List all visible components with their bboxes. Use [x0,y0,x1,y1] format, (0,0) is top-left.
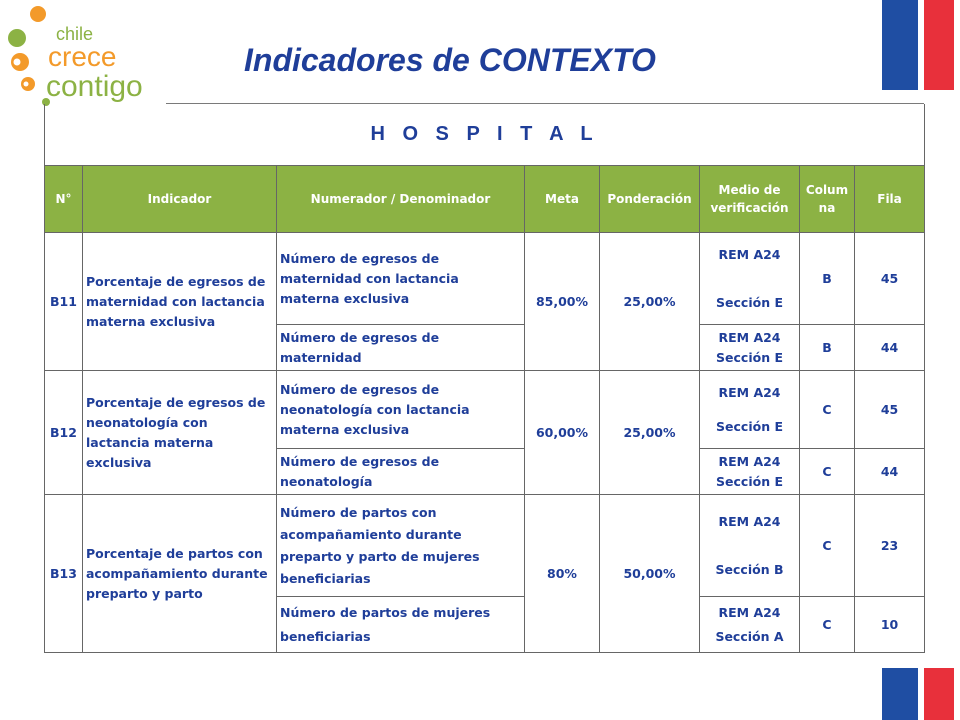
column-value: B [800,325,855,371]
column-value: B [800,233,855,325]
verification-section: Sección E [716,473,783,489]
row-value: 44 [855,449,925,495]
meta-value: 80% [525,495,600,653]
verification-cell [700,325,800,371]
chile-flag-stripe-top [882,0,954,90]
row-value: 44 [855,325,925,371]
verification-cell [700,597,800,653]
numerator-text: Número de egresos de maternidad con lactancia materna exclusiva [277,233,525,325]
indicator-name: Porcentaje de partos con acompañamiento durante preparto y parto [83,495,277,653]
row-value: 23 [855,495,925,597]
column-value: C [800,449,855,495]
column-value: C [800,597,855,653]
col-header-medio-verificacion: Medio de verificación [700,166,800,233]
indicator-name: Porcentaje de egresos de maternidad con lactancia materna exclusiva [83,233,277,371]
ponderacion-value: 25,00% [600,371,700,495]
col-header-columna: Colum na [800,166,855,233]
col-header-ponderacion: Ponderación [600,166,700,233]
verification-section: Sección E [716,418,783,434]
denominator-text: Número de partos de mujeres beneficiarias [277,597,525,653]
logo-word-chile: chile [56,24,94,44]
indicators-table [44,104,925,653]
ponderacion-value: 25,00% [600,233,700,371]
indicator-name: Porcentaje de egresos de neonatología con lactancia materna exclusiva [83,371,277,495]
indicator-id: B13 [45,495,83,653]
column-value: C [800,371,855,449]
table-header-row [45,166,925,233]
verification-source: REM A24 [718,453,781,469]
meta-value: 85,00% [525,233,600,371]
page-title: Indicadores de CONTEXTO [244,42,656,78]
verification-section: Sección E [716,294,783,310]
row-value: 10 [855,597,925,653]
meta-value: 60,00% [525,371,600,495]
col-header-indicador: Indicador [83,166,277,233]
chile-crece-contigo-logo [0,0,180,110]
verification-cell [700,495,800,597]
verification-section: Sección B [715,561,784,577]
col-header-meta: Meta [525,166,600,233]
col-header-numero: N° [45,166,83,233]
table-row [45,371,925,449]
verification-section: Sección A [715,628,784,644]
row-value: 45 [855,233,925,325]
col-header-numerador-denominador: Numerador / Denominador [277,166,525,233]
verification-source: REM A24 [718,246,781,262]
verification-cell [700,233,800,325]
denominator-text: Número de egresos de neonatología [277,449,525,495]
section-title: H O S P I T A L [45,104,925,166]
logo-word-crece: crece [48,41,117,72]
denominator-text: Número de egresos de maternidad [277,325,525,371]
verification-source: REM A24 [718,513,781,529]
table-row [45,233,925,325]
indicator-id: B11 [45,233,83,371]
row-value: 45 [855,371,925,449]
indicator-id: B12 [45,371,83,495]
verification-source: REM A24 [718,329,781,345]
verification-cell [700,449,800,495]
ponderacion-value: 50,00% [600,495,700,653]
col-header-fila: Fila [855,166,925,233]
numerator-text: Número de egresos de neonatología con lactancia materna exclusiva [277,371,525,449]
column-value: C [800,495,855,597]
verification-source: REM A24 [718,384,781,400]
chile-flag-stripe-bottom [882,668,954,720]
logo-word-contigo: contigo [46,70,143,103]
numerator-text: Número de partos con acompañamiento durante preparto y parto de mujeres beneficiarias [277,495,525,597]
verification-section: Sección E [716,349,783,365]
verification-cell [700,371,800,449]
verification-source: REM A24 [718,604,781,620]
table-row [45,495,925,597]
